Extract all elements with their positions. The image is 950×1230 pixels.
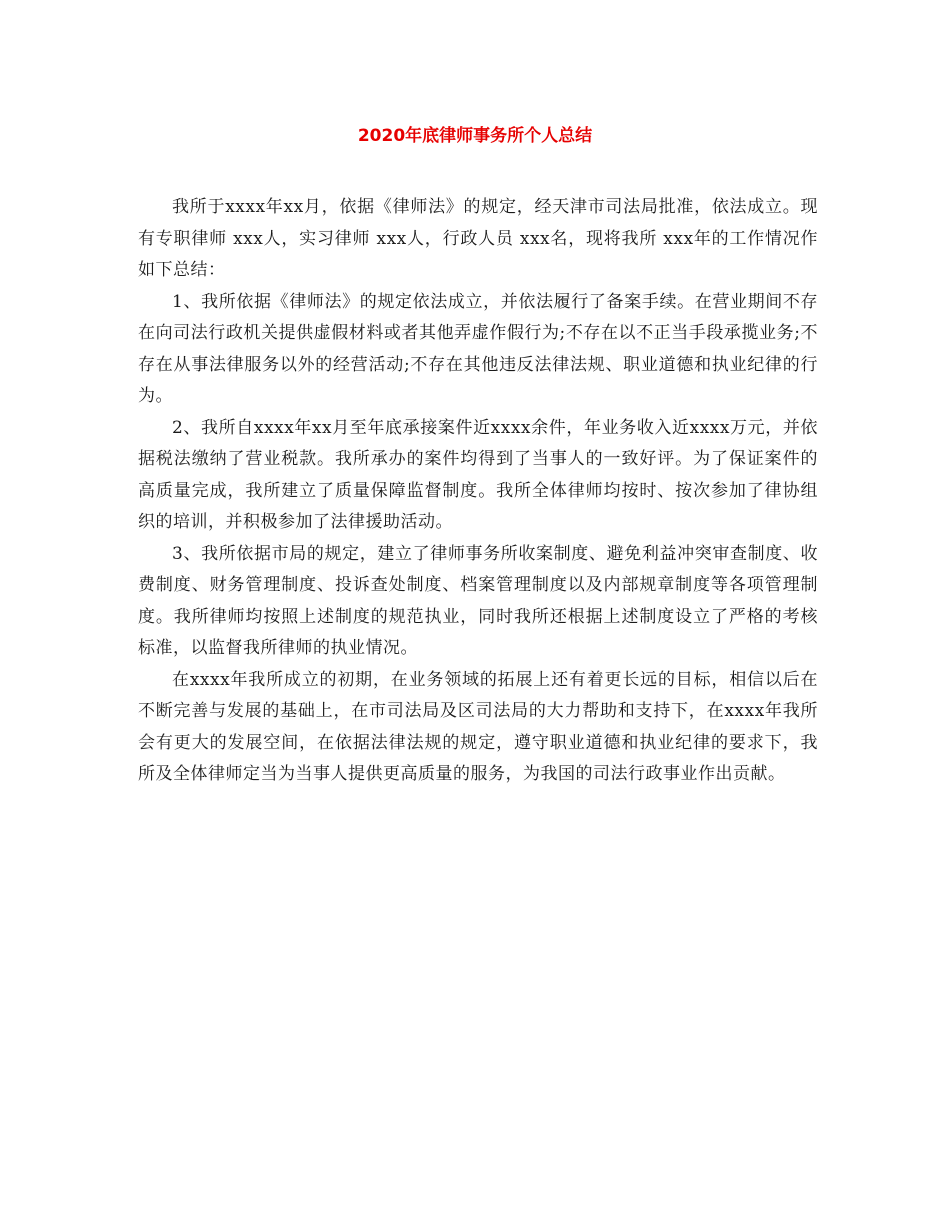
paragraph-item-1: 1、我所依据《律师法》的规定依法成立，并依法履行了备案手续。在营业期间不存在向司法行政机关提供虚假材料或者其他弄虚作假行为;不存在以不正当手段承揽业务;不存在从事法律服务以外的经营活动;不存在其他违反法律法规、职业道德和执业纪律的行为。: [138, 291, 818, 406]
document-title: 2020年底律师事务所个人总结: [357, 126, 593, 146]
intro-paragraph: 我所于xxxx年xx月，依据《律师法》的规定，经天津市司法局批准，依法成立。现有专职律师 xxx人，实习律师 xxx人，行政人员 xxx名，现将我所 xxx年的工作情况作如下总结：: [138, 197, 818, 280]
closing-paragraph: 在xxxx年我所成立的初期，在业务领域的拓展上还有着更长远的目标，相信以后在不断完善与发展的基础上，在市司法局及区司法局的大力帮助和支持下，在xxxx年我所会有更大的发展空间，在依据法律法规的规定，遵守职业道德和执业纪律的要求下，我所及全体律师定当为当事人提供更高质量的服务，为我国的司法行政事业作出贡献。: [138, 669, 818, 784]
document-body: [138, 192, 818, 791]
paragraph-item-2: 2、我所自xxxx年xx月至年底承接案件近xxxx余件，年业务收入近xxxx万元，并依据税法缴纳了营业税款。我所承办的案件均得到了当事人的一致好评。为了保证案件的高质量完成，我所建立了质量保障监督制度。我所全体律师均按时、按次参加了律协组织的培训，并积极参加了法律援助活动。: [138, 417, 818, 532]
paragraph-item-3: 3、我所依据市局的规定，建立了律师事务所收案制度、避免利益冲突审查制度、收费制度、财务管理制度、投诉查处制度、档案管理制度以及内部规章制度等各项管理制度。我所律师均按照上述制度的规范执业，同时我所还根据上述制度设立了严格的考核标准，以监督我所律师的执业情况。: [138, 543, 818, 658]
